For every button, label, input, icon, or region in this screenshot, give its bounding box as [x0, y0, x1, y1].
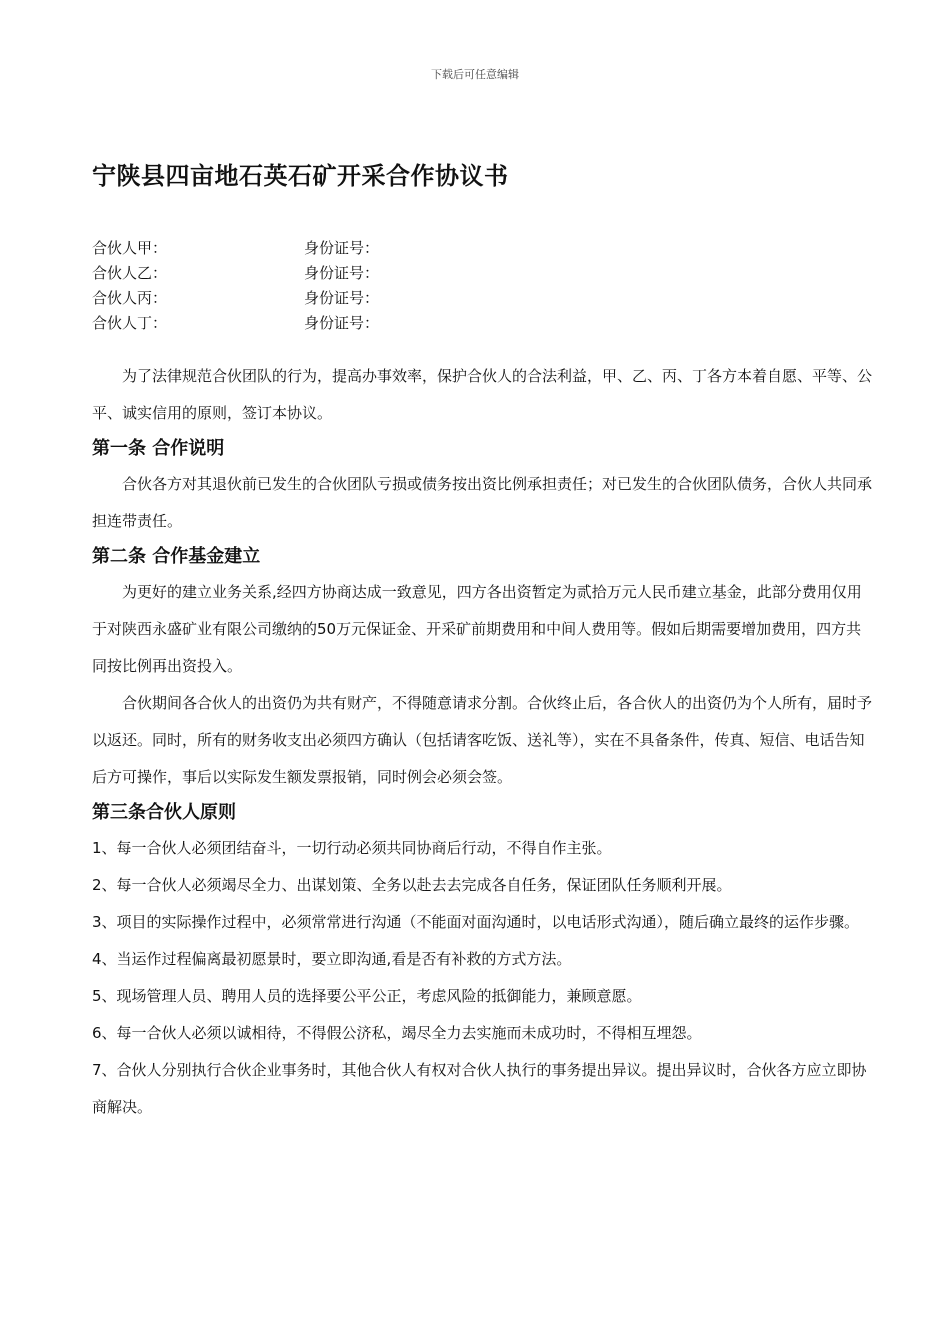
principle-item: 4、当运作过程偏离最初愿景时，要立即沟通,看是否有补救的方式方法。 — [92, 950, 572, 968]
section-1-heading: 第一条 合作说明 — [92, 438, 225, 459]
section-1-paragraph: 合伙各方对其退伙前已发生的合伙团队亏损或债务按出资比例承担责任；对已发生的合伙团队债务，合伙人共同承担连带责任。 — [92, 475, 873, 530]
principle-item: 6、每一合伙人必须以诚相待，不得假公济私，竭尽全力去实施而未成功时，不得相互埋怨。 — [92, 1024, 702, 1042]
intro-paragraph: 为了法律规范合伙团队的行为，提高办事效率，保护合伙人的合法利益，甲、乙、丙、丁各方本着自愿、平等、公平、诚实信用的原则，签订本协议。 — [92, 367, 873, 422]
section-3-heading: 第三条合伙人原则 — [92, 802, 236, 823]
partner-row-c — [92, 286, 379, 311]
partner-label: 合伙人丙： — [92, 289, 168, 307]
id-number-label: 身份证号： — [304, 289, 380, 307]
partner-label: 合伙人甲： — [92, 239, 168, 257]
partner-list — [92, 236, 379, 336]
partner-label: 合伙人乙： — [92, 264, 168, 282]
principle-item: 7、合伙人分别执行合伙企业事务时，其他合伙人有权对合伙人执行的事务提出异议。提出异议时，合伙各方应立即协商解决。 — [92, 1061, 867, 1116]
header-note: 下载后可任意编辑 — [431, 68, 519, 81]
principle-item: 3、项目的实际操作过程中，必须常常进行沟通（不能面对面沟通时，以电话形式沟通），随后确立最终的运作步骤。 — [92, 913, 860, 931]
partner-label: 合伙人丁： — [92, 314, 168, 332]
partner-row-a — [92, 236, 379, 261]
id-number-label: 身份证号： — [304, 264, 380, 282]
partner-row-b — [92, 261, 379, 286]
document-body — [92, 358, 872, 1126]
id-number-label: 身份证号： — [304, 239, 380, 257]
principle-item: 1、每一合伙人必须团结奋斗，一切行动必须共同协商后行动，不得自作主张。 — [92, 839, 612, 857]
section-2-paragraph-2: 合伙期间各合伙人的出资仍为共有财产，不得随意请求分割。合伙终止后，各合伙人的出资仍为个人所有，届时予以返还。同时，所有的财务收支出必须四方确认（包括请客吃饭、送礼等），实在不具备条件，传真、短信、电话告知后方可操作，事后以实际发生额发票报销，同时例会必须会签。 — [92, 694, 873, 786]
id-number-label: 身份证号： — [304, 314, 380, 332]
section-2-paragraph-1: 为更好的建立业务关系,经四方协商达成一致意见，四方各出资暂定为贰拾万元人民币建立基金，此部分费用仅用于对陕西永盛矿业有限公司缴纳的50万元保证金、开采矿前期费用和中间人费用等。假如后期需要增加费用，四方共同按比例再出资投入。 — [92, 583, 862, 675]
principle-item: 5、现场管理人员、聘用人员的选择要公平公正，考虑风险的抵御能力，兼顾意愿。 — [92, 987, 642, 1005]
principle-item: 2、每一合伙人必须竭尽全力、出谋划策、全务以赴去去完成各自任务，保证团队任务顺利开展。 — [92, 876, 732, 894]
partner-row-d — [92, 311, 379, 336]
document-title: 宁陕县四亩地石英石矿开采合作协议书 — [92, 162, 509, 190]
section-2-heading: 第二条 合作基金建立 — [92, 546, 261, 567]
